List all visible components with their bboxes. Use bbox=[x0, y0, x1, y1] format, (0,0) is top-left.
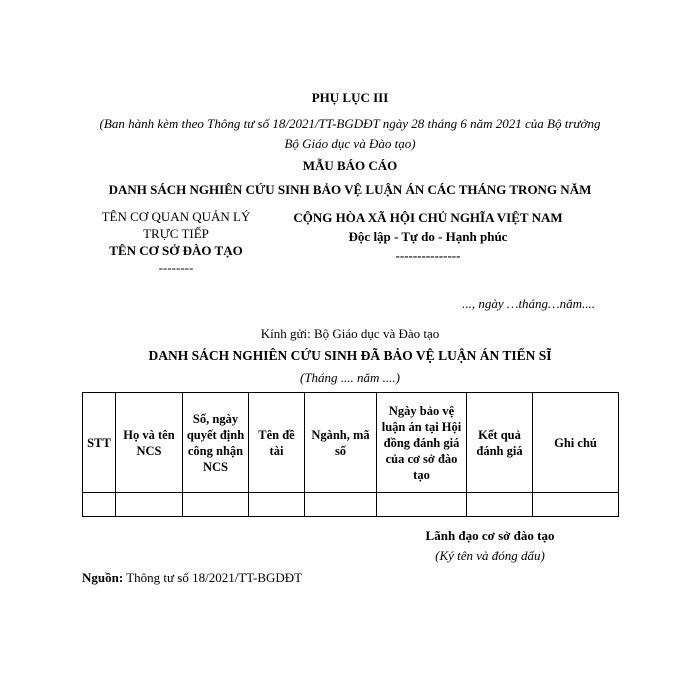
source-label: Nguồn: bbox=[82, 570, 124, 585]
country-name: CỘNG HÒA XÃ HỘI CHỦ NGHĨA VIỆT NAM bbox=[293, 210, 563, 225]
national-header bbox=[268, 208, 588, 265]
issuance-note-line-2: Bộ Giáo dục và Đào tạo) bbox=[284, 136, 416, 151]
table-cell bbox=[533, 493, 619, 517]
list-title: DANH SÁCH NGHIÊN CỨU SINH BẢO VỆ LUẬN ÁN CÁC THÁNG TRONG NĂM bbox=[108, 182, 592, 197]
table-header-row bbox=[83, 393, 619, 493]
national-divider: --------------- bbox=[395, 248, 461, 263]
col-header-stt: STT bbox=[83, 393, 116, 493]
signer-title: Lãnh đạo cơ sở đào tạo bbox=[425, 528, 555, 543]
table-cell bbox=[116, 493, 183, 517]
issuance-note-line-1: (Ban hành kèm theo Thông tư số 18/2021/TT-BGDĐT ngày 28 tháng 6 năm 2021 của Bộ trưởng bbox=[99, 116, 601, 131]
col-header-defense-date: Ngày bảo vệ luận án tại Hội đồng đánh giá của cơ sở đào tạo bbox=[377, 393, 467, 493]
form-title: MẪU BÁO CÁO bbox=[302, 158, 398, 173]
table-cell bbox=[83, 493, 116, 517]
appendix-title: PHỤ LỤC III bbox=[311, 90, 389, 105]
table-cell bbox=[183, 493, 249, 517]
institution-name: TÊN CƠ SỞ ĐÀO TẠO bbox=[109, 243, 243, 258]
col-header-full-name: Họ và tên NCS bbox=[116, 393, 183, 493]
col-header-notes: Ghi chú bbox=[533, 393, 619, 493]
source-text: Thông tư số 18/2021/TT-BGDĐT bbox=[123, 570, 303, 585]
col-header-result: Kết quả đánh giá bbox=[467, 393, 533, 493]
agency-header bbox=[86, 208, 266, 276]
recipient-line: Kính gửi: Bộ Giáo dục và Đào tạo bbox=[260, 326, 440, 341]
source-line bbox=[82, 570, 302, 586]
col-header-major-code: Ngành, mã số bbox=[305, 393, 377, 493]
table-cell bbox=[305, 493, 377, 517]
table-cell bbox=[377, 493, 467, 517]
date-line: ..., ngày …tháng…năm.... bbox=[462, 296, 595, 311]
col-header-decision: Số, ngày quyết định công nhận NCS bbox=[183, 393, 249, 493]
signer-note: (Ký tên và đóng dấu) bbox=[435, 548, 545, 563]
table-row bbox=[83, 493, 619, 517]
table-cell bbox=[467, 493, 533, 517]
report-period: (Tháng .... năm ....) bbox=[299, 370, 401, 385]
candidate-list-table bbox=[82, 392, 619, 517]
agency-name-line-2: TRỰC TIẾP bbox=[143, 226, 209, 241]
issuance-note bbox=[80, 114, 620, 154]
national-motto: Độc lập - Tự do - Hạnh phúc bbox=[348, 229, 508, 244]
report-title: DANH SÁCH NGHIÊN CỨU SINH ĐÃ BẢO VỆ LUẬN ÁN TIẾN SĨ bbox=[148, 348, 552, 363]
agency-name-line-1: TÊN CƠ QUAN QUẢN LÝ bbox=[101, 209, 251, 224]
table-cell bbox=[249, 493, 305, 517]
col-header-topic: Tên đề tài bbox=[249, 393, 305, 493]
agency-divider: -------- bbox=[158, 260, 194, 275]
